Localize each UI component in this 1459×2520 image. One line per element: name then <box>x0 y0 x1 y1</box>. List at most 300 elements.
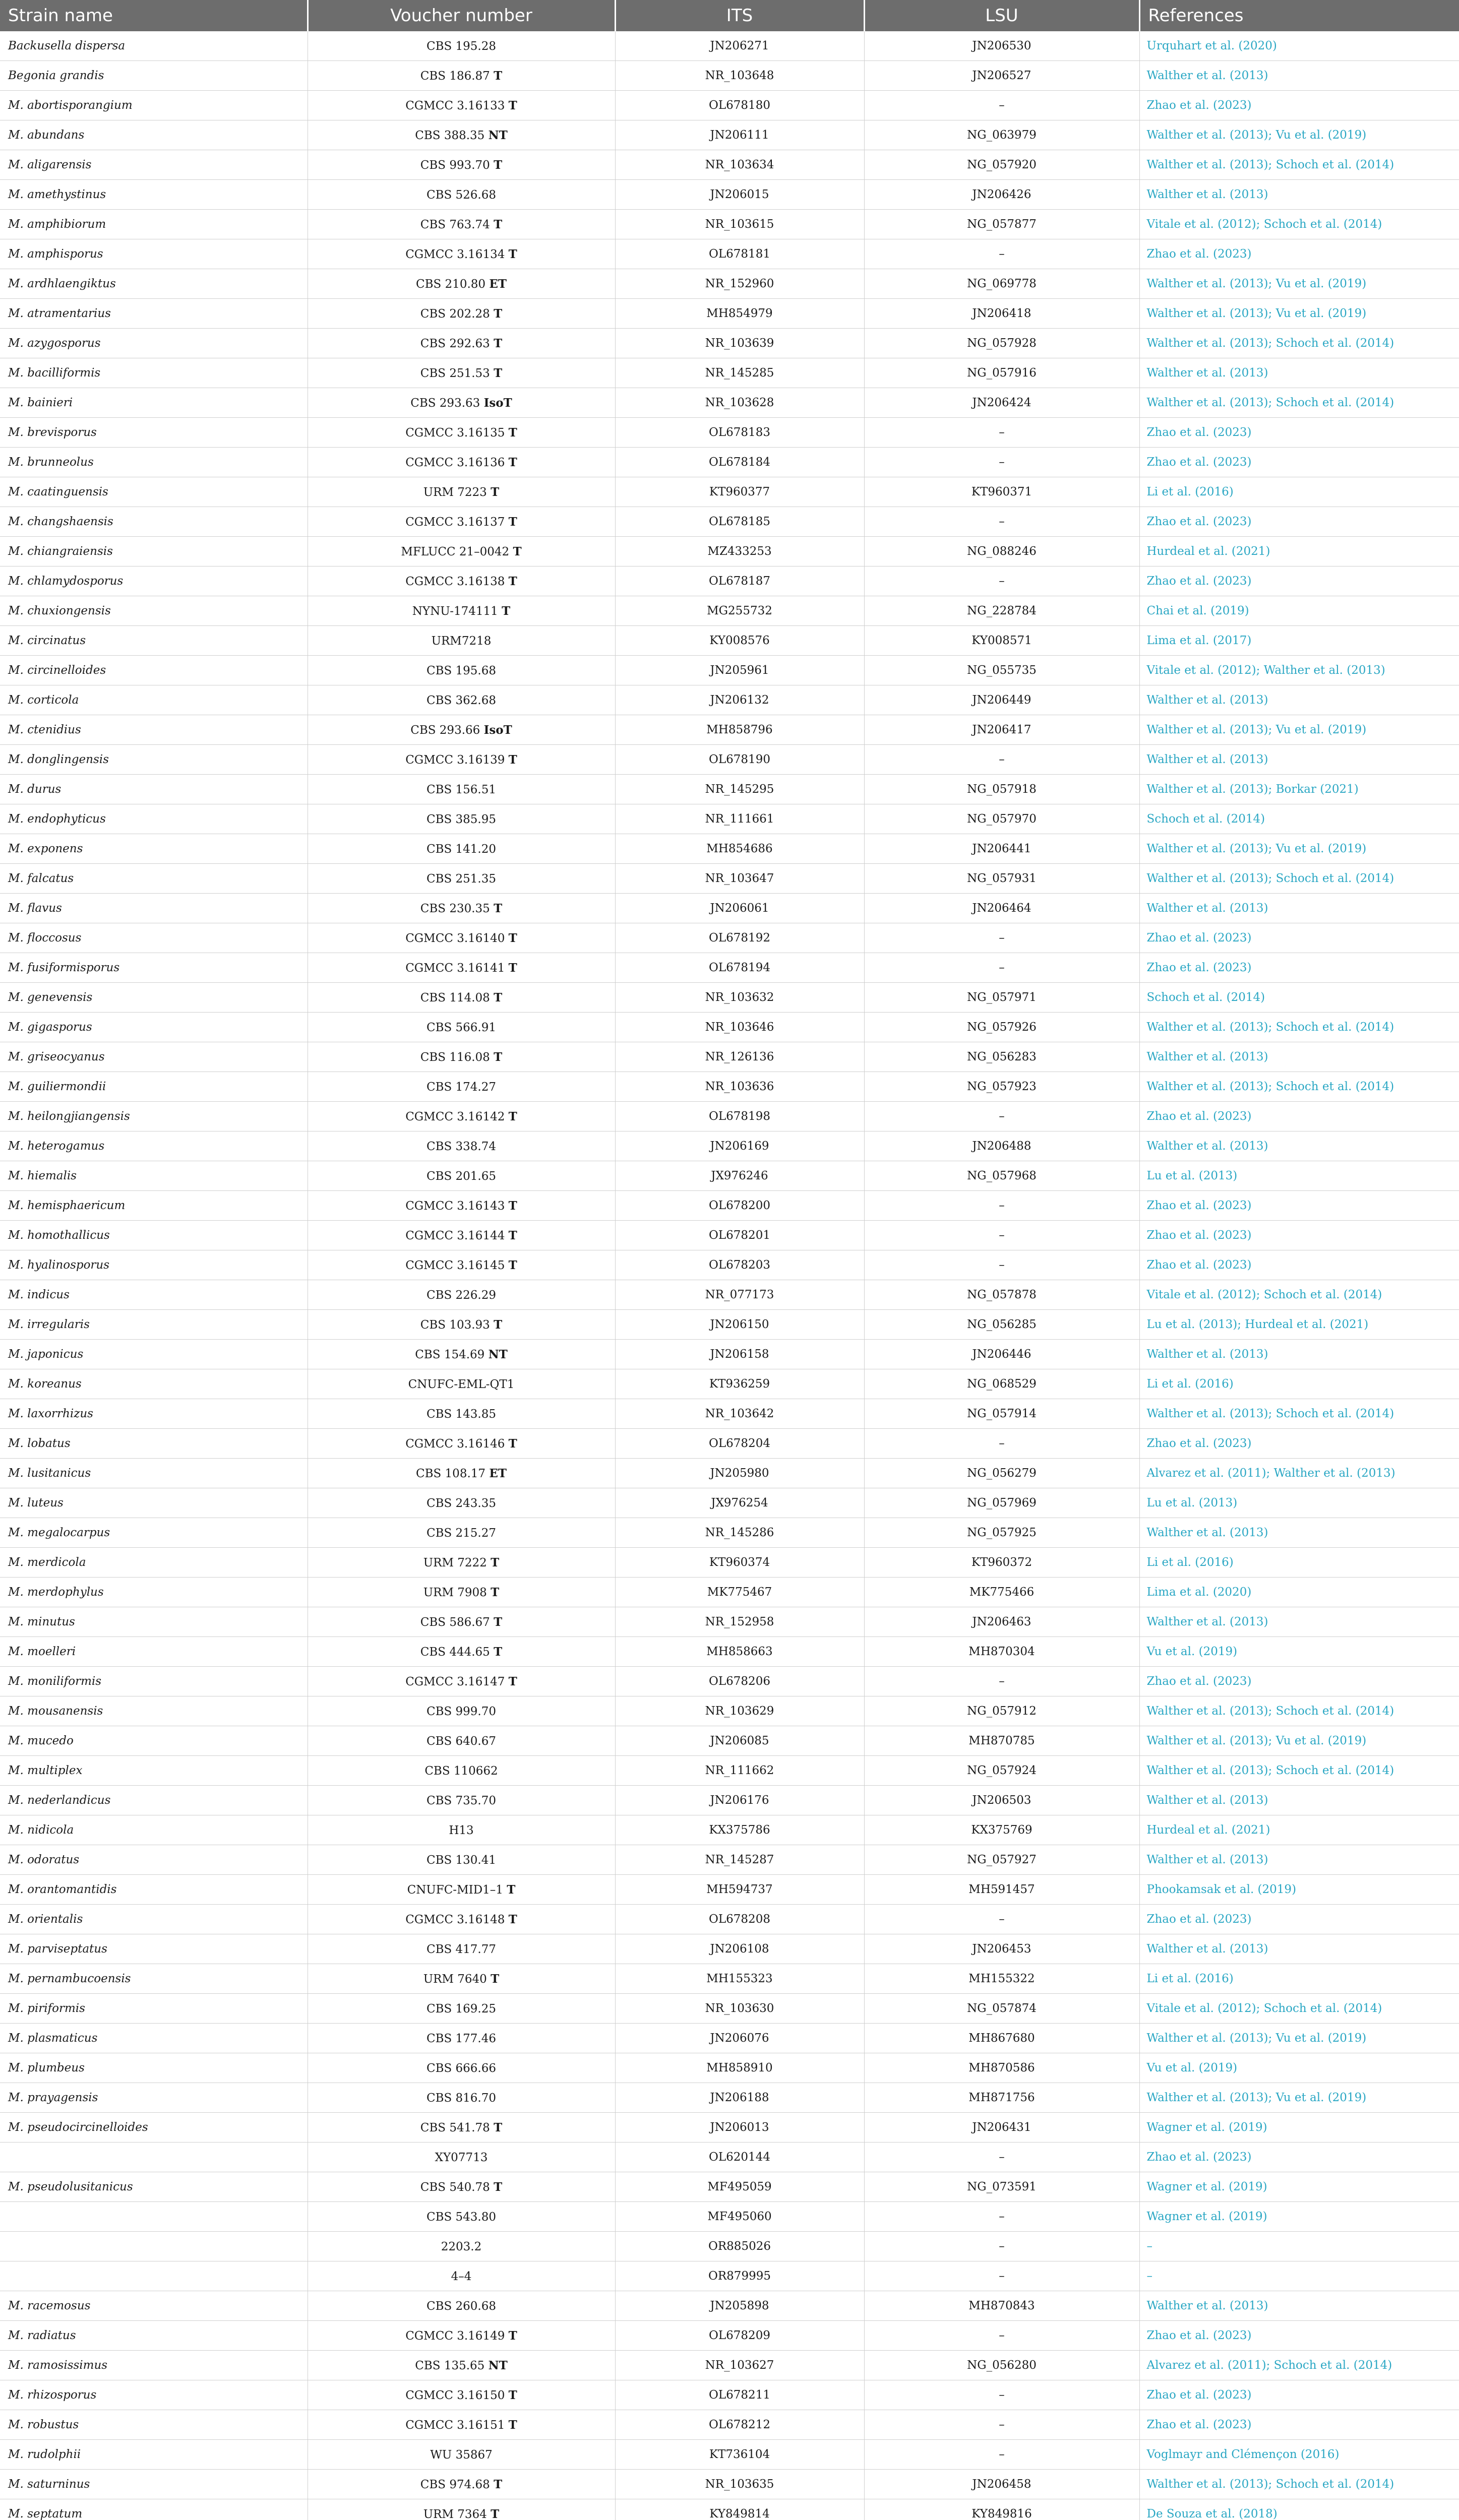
strain-name-cell: M. hemisphaericum <box>0 1191 308 1221</box>
voucher-text: CBS 195.68 <box>426 664 497 677</box>
table-row <box>0 1875 1459 1905</box>
table-row <box>0 1429 1459 1459</box>
header-voucher-number: Voucher number <box>308 0 615 31</box>
voucher-number-cell <box>308 1875 615 1905</box>
lsu-accession-cell: – <box>864 1667 1139 1696</box>
voucher-number-cell <box>308 1815 615 1845</box>
its-accession-cell: OL678200 <box>615 1191 864 1221</box>
voucher-number-cell <box>308 2024 615 2053</box>
header-its: ITS <box>615 0 864 31</box>
reference-cell: Walther et al. (2013); Vu et al. (2019) <box>1139 299 1459 329</box>
lsu-accession-cell: KY008571 <box>864 626 1139 656</box>
reference-cell: Li et al. (2016) <box>1139 1548 1459 1578</box>
table-row <box>0 2172 1459 2202</box>
its-accession-cell: NR_103636 <box>615 1072 864 1102</box>
strain-name-cell: M. floccosus <box>0 923 308 953</box>
reference-cell: Wagner et al. (2019) <box>1139 2113 1459 2143</box>
reference-cell: Alvarez et al. (2011); Walther et al. (2013) <box>1139 1459 1459 1488</box>
voucher-text: CBS 974.68 <box>420 2478 490 2491</box>
reference-cell: Walther et al. (2013); Schoch et al. (2014) <box>1139 388 1459 418</box>
lsu-accession-cell: NG_056279 <box>864 1459 1139 1488</box>
its-accession-cell: MH594737 <box>615 1875 864 1905</box>
lsu-accession-cell: NG_057914 <box>864 1399 1139 1429</box>
type-designation: T <box>491 2507 500 2520</box>
voucher-number-cell <box>308 1340 615 1369</box>
voucher-text: CBS 541.78 <box>420 2121 490 2134</box>
voucher-number-cell <box>308 1667 615 1696</box>
voucher-text: CGMCC 3.16140 <box>405 931 505 945</box>
reference-cell: – <box>1139 2261 1459 2291</box>
voucher-number-cell <box>308 1964 615 1994</box>
strain-name-cell: M. orantomantidis <box>0 1875 308 1905</box>
type-designation: ET <box>489 277 507 291</box>
lsu-accession-cell: KT960371 <box>864 477 1139 507</box>
reference-cell: Walther et al. (2013); Schoch et al. (2014) <box>1139 864 1459 894</box>
voucher-text: 2203.2 <box>441 2240 482 2253</box>
its-accession-cell: OL678198 <box>615 1102 864 1131</box>
lsu-accession-cell: MK775466 <box>864 1578 1139 1607</box>
voucher-number-cell <box>308 180 615 210</box>
voucher-number-cell <box>308 1013 615 1042</box>
voucher-number-cell <box>308 31 615 61</box>
reference-cell: Li et al. (2016) <box>1139 1964 1459 1994</box>
strain-name-cell: M. radiatus <box>0 2321 308 2351</box>
table-row <box>0 2440 1459 2470</box>
table-header-row <box>0 0 1459 31</box>
voucher-number-cell <box>308 329 615 358</box>
reference-cell: Li et al. (2016) <box>1139 1369 1459 1399</box>
strain-name-cell: M. odoratus <box>0 1845 308 1875</box>
voucher-number-cell <box>308 2172 615 2202</box>
strain-name-cell: M. moniliformis <box>0 1667 308 1696</box>
table-row <box>0 1340 1459 1369</box>
type-designation: NT <box>488 2358 508 2372</box>
its-accession-cell: NR_145295 <box>615 775 864 804</box>
voucher-number-cell <box>308 239 615 269</box>
voucher-text: WU 35867 <box>430 2448 493 2462</box>
voucher-text: CNUFC-MID1–1 <box>407 1883 503 1897</box>
voucher-text: CBS 130.41 <box>426 1853 497 1867</box>
table-row <box>0 1488 1459 1518</box>
voucher-text: CBS 202.28 <box>420 307 490 321</box>
voucher-number-cell <box>308 2440 615 2470</box>
strain-name-cell: M. guiliermondii <box>0 1072 308 1102</box>
voucher-number-cell <box>308 1696 615 1726</box>
strain-name-cell: M. japonicus <box>0 1340 308 1369</box>
table-row <box>0 1726 1459 1756</box>
voucher-text: CGMCC 3.16139 <box>405 753 505 767</box>
table-row <box>0 656 1459 685</box>
strain-name-cell: M. minutus <box>0 1607 308 1637</box>
reference-cell: Walther et al. (2013); Borkar (2021) <box>1139 775 1459 804</box>
voucher-text: XY07713 <box>435 2151 488 2164</box>
table-row <box>0 507 1459 537</box>
type-designation: T <box>494 306 503 321</box>
voucher-text: CBS 141.20 <box>426 842 497 856</box>
voucher-number-cell <box>308 1161 615 1191</box>
type-designation: T <box>494 366 503 380</box>
reference-cell: Alvarez et al. (2011); Schoch et al. (2014) <box>1139 2351 1459 2380</box>
table-row <box>0 1221 1459 1250</box>
strain-name-cell: M. septatum <box>0 2499 308 2520</box>
its-accession-cell: MH854686 <box>615 834 864 864</box>
type-designation: T <box>494 69 503 83</box>
its-accession-cell: MH155323 <box>615 1964 864 1994</box>
reference-cell: Walther et al. (2013) <box>1139 1845 1459 1875</box>
reference-cell: Walther et al. (2013) <box>1139 685 1459 715</box>
strain-name-cell: M. fusiformisporus <box>0 953 308 983</box>
lsu-accession-cell: NG_057874 <box>864 1994 1139 2024</box>
type-designation: T <box>508 1228 517 1242</box>
reference-cell: Walther et al. (2013); Schoch et al. (2014) <box>1139 1072 1459 1102</box>
lsu-accession-cell: JN206424 <box>864 388 1139 418</box>
lsu-accession-cell: – <box>864 1905 1139 1934</box>
reference-cell: Zhao et al. (2023) <box>1139 1667 1459 1696</box>
lsu-accession-cell: JN206530 <box>864 31 1139 61</box>
its-accession-cell: JN206188 <box>615 2083 864 2113</box>
reference-cell: Walther et al. (2013) <box>1139 1786 1459 1815</box>
its-accession-cell: JN206076 <box>615 2024 864 2053</box>
voucher-number-cell <box>308 61 615 91</box>
strain-name-cell: M. endophyticus <box>0 804 308 834</box>
lsu-accession-cell: – <box>864 2321 1139 2351</box>
type-designation: T <box>494 2477 503 2491</box>
voucher-text: CBS 226.29 <box>426 1288 497 1302</box>
voucher-number-cell <box>308 626 615 656</box>
its-accession-cell: OL678181 <box>615 239 864 269</box>
reference-cell: Walther et al. (2013); Schoch et al. (2014) <box>1139 329 1459 358</box>
its-accession-cell: NR_077173 <box>615 1280 864 1310</box>
lsu-accession-cell: – <box>864 418 1139 448</box>
lsu-accession-cell: NG_057926 <box>864 1013 1139 1042</box>
voucher-number-cell <box>308 120 615 150</box>
table-row <box>0 329 1459 358</box>
table-row <box>0 1131 1459 1161</box>
table-row <box>0 953 1459 983</box>
lsu-accession-cell: MH155322 <box>864 1964 1139 1994</box>
strain-name-cell: M. changshaensis <box>0 507 308 537</box>
table-row <box>0 2232 1459 2261</box>
strain-name-cell: M. bacilliformis <box>0 358 308 388</box>
lsu-accession-cell: NG_056285 <box>864 1310 1139 1340</box>
lsu-accession-cell: NG_057877 <box>864 210 1139 239</box>
type-designation: T <box>491 1972 500 1986</box>
table-row <box>0 1845 1459 1875</box>
voucher-number-cell <box>308 2232 615 2261</box>
strain-name-cell: M. nidicola <box>0 1815 308 1845</box>
lsu-accession-cell: JN206464 <box>864 894 1139 923</box>
its-accession-cell: OL678209 <box>615 2321 864 2351</box>
reference-cell: Zhao et al. (2023) <box>1139 1250 1459 1280</box>
reference-cell: Lu et al. (2013) <box>1139 1488 1459 1518</box>
its-accession-cell: JN206150 <box>615 1310 864 1340</box>
type-designation: IsoT <box>483 396 512 410</box>
voucher-number-cell <box>308 2410 615 2440</box>
type-designation: T <box>508 1258 517 1272</box>
its-accession-cell: NR_145286 <box>615 1518 864 1548</box>
voucher-text: CBS 156.51 <box>426 783 497 796</box>
table-row <box>0 1310 1459 1340</box>
lsu-accession-cell: NG_057923 <box>864 1072 1139 1102</box>
reference-cell: Vitale et al. (2012); Schoch et al. (2014) <box>1139 210 1459 239</box>
voucher-text: URM 7222 <box>423 1556 487 1569</box>
table-row <box>0 1013 1459 1042</box>
voucher-text: CBS 338.74 <box>426 1140 497 1153</box>
lsu-accession-cell: MH867680 <box>864 2024 1139 2053</box>
strain-name-cell: M. saturninus <box>0 2470 308 2499</box>
voucher-text: CBS 215.27 <box>426 1526 497 1540</box>
reference-cell: Zhao et al. (2023) <box>1139 1102 1459 1131</box>
table-row <box>0 1102 1459 1131</box>
lsu-accession-cell: NG_057969 <box>864 1488 1139 1518</box>
reference-cell: Walther et al. (2013); Vu et al. (2019) <box>1139 269 1459 299</box>
its-accession-cell: KY849814 <box>615 2499 864 2520</box>
table-row <box>0 2410 1459 2440</box>
its-accession-cell: JN206158 <box>615 1340 864 1369</box>
lsu-accession-cell: NG_057912 <box>864 1696 1139 1726</box>
voucher-text: CBS 993.70 <box>420 158 490 172</box>
voucher-number-cell <box>308 2499 615 2520</box>
its-accession-cell: OL678180 <box>615 91 864 120</box>
table-row <box>0 2083 1459 2113</box>
table-row <box>0 626 1459 656</box>
table-row <box>0 1815 1459 1845</box>
strain-name-cell: M. abundans <box>0 120 308 150</box>
lsu-accession-cell: – <box>864 507 1139 537</box>
strain-name-cell: M. donglingensis <box>0 745 308 775</box>
voucher-number-cell <box>308 1369 615 1399</box>
voucher-number-cell <box>308 685 615 715</box>
strain-name-cell: M. robustus <box>0 2410 308 2440</box>
table-row <box>0 2470 1459 2499</box>
voucher-number-cell <box>308 1310 615 1340</box>
reference-cell: Zhao et al. (2023) <box>1139 418 1459 448</box>
voucher-text: CGMCC 3.16137 <box>405 515 505 529</box>
strain-name-cell <box>0 2143 308 2172</box>
voucher-text: CBS 586.67 <box>420 1615 490 1629</box>
table-row <box>0 745 1459 775</box>
table-row <box>0 61 1459 91</box>
voucher-number-cell <box>308 1905 615 1934</box>
strain-name-cell: M. brevisporus <box>0 418 308 448</box>
reference-cell: Walther et al. (2013) <box>1139 1518 1459 1548</box>
voucher-text: CBS 566.91 <box>426 1021 497 1034</box>
reference-cell: Chai et al. (2019) <box>1139 596 1459 626</box>
its-accession-cell: NR_111662 <box>615 1756 864 1786</box>
table-row <box>0 150 1459 180</box>
its-accession-cell: MZ433253 <box>615 537 864 566</box>
voucher-text: CBS 293.63 <box>410 396 480 410</box>
table-row <box>0 685 1459 715</box>
strain-name-cell: M. griseocyanus <box>0 1042 308 1072</box>
table-row <box>0 31 1459 61</box>
type-designation: T <box>508 1199 517 1213</box>
table-row <box>0 1161 1459 1191</box>
lsu-accession-cell: NG_057927 <box>864 1845 1139 1875</box>
reference-cell: Vitale et al. (2012); Schoch et al. (2014) <box>1139 1280 1459 1310</box>
voucher-number-cell <box>308 1637 615 1667</box>
table-row <box>0 2053 1459 2083</box>
lsu-accession-cell: – <box>864 1221 1139 1250</box>
lsu-accession-cell: NG_057918 <box>864 775 1139 804</box>
lsu-accession-cell: JN206458 <box>864 2470 1139 2499</box>
its-accession-cell: JN206271 <box>615 31 864 61</box>
voucher-number-cell <box>308 596 615 626</box>
its-accession-cell: OL678192 <box>615 923 864 953</box>
reference-cell: Vitale et al. (2012); Walther et al. (2013) <box>1139 656 1459 685</box>
its-accession-cell: NR_126136 <box>615 1042 864 1072</box>
its-accession-cell: OL678208 <box>615 1905 864 1934</box>
type-designation: T <box>494 1645 503 1659</box>
table-row <box>0 983 1459 1013</box>
strain-name-cell: M. aligarensis <box>0 150 308 180</box>
its-accession-cell: OL678185 <box>615 507 864 537</box>
reference-cell: Walther et al. (2013); Schoch et al. (2014) <box>1139 1696 1459 1726</box>
type-designation: T <box>507 1882 516 1897</box>
voucher-text: CBS 540.78 <box>420 2180 490 2194</box>
strain-name-cell: M. lusitanicus <box>0 1459 308 1488</box>
reference-cell: Phookamsak et al. (2019) <box>1139 1875 1459 1905</box>
its-accession-cell: NR_103648 <box>615 61 864 91</box>
table-row <box>0 715 1459 745</box>
reference-cell: Walther et al. (2013) <box>1139 2291 1459 2321</box>
type-designation: T <box>494 901 503 915</box>
reference-cell: Vu et al. (2019) <box>1139 2053 1459 2083</box>
its-accession-cell: KT936259 <box>615 1369 864 1399</box>
voucher-text: URM7218 <box>431 634 492 648</box>
table-row <box>0 1518 1459 1548</box>
reference-cell: Walther et al. (2013) <box>1139 1042 1459 1072</box>
its-accession-cell: MH858663 <box>615 1637 864 1667</box>
table-row <box>0 2113 1459 2143</box>
reference-cell: Schoch et al. (2014) <box>1139 804 1459 834</box>
voucher-text: CBS 999.70 <box>426 1705 497 1718</box>
strain-name-cell: M. piriformis <box>0 1994 308 2024</box>
strain-name-cell: M. genevensis <box>0 983 308 1013</box>
its-accession-cell: NR_103639 <box>615 329 864 358</box>
lsu-accession-cell: NG_068529 <box>864 1369 1139 1399</box>
reference-cell: Zhao et al. (2023) <box>1139 91 1459 120</box>
voucher-text: MFLUCC 21–0042 <box>401 545 510 558</box>
lsu-accession-cell: – <box>864 923 1139 953</box>
strain-name-cell: M. mucedo <box>0 1726 308 1756</box>
lsu-accession-cell: NG_069778 <box>864 269 1139 299</box>
its-accession-cell: OL678206 <box>615 1667 864 1696</box>
table-row <box>0 210 1459 239</box>
lsu-accession-cell: JN206426 <box>864 180 1139 210</box>
voucher-number-cell <box>308 953 615 983</box>
reference-cell: Walther et al. (2013); Schoch et al. (2014) <box>1139 1013 1459 1042</box>
voucher-text: CBS 143.85 <box>426 1407 497 1421</box>
its-accession-cell: KY008576 <box>615 626 864 656</box>
reference-cell: Zhao et al. (2023) <box>1139 1221 1459 1250</box>
lsu-accession-cell: MH870843 <box>864 2291 1139 2321</box>
strain-name-cell <box>0 2232 308 2261</box>
voucher-text: H13 <box>449 1823 474 1837</box>
lsu-accession-cell: NG_057968 <box>864 1161 1139 1191</box>
strain-name-cell: M. chlamydosporus <box>0 566 308 596</box>
table-row <box>0 1578 1459 1607</box>
type-designation: T <box>508 752 517 767</box>
its-accession-cell: NR_103635 <box>615 2470 864 2499</box>
reference-cell: Walther et al. (2013); Schoch et al. (2014) <box>1139 2470 1459 2499</box>
voucher-text: CBS 135.65 <box>415 2359 485 2372</box>
table-row <box>0 239 1459 269</box>
reference-cell: Zhao et al. (2023) <box>1139 1905 1459 1934</box>
voucher-text: CBS 243.35 <box>426 1496 497 1510</box>
table-row <box>0 566 1459 596</box>
its-accession-cell: MF495060 <box>615 2202 864 2232</box>
lsu-accession-cell: NG_057931 <box>864 864 1139 894</box>
type-designation: T <box>494 1050 503 1064</box>
its-accession-cell: NR_145287 <box>615 1845 864 1875</box>
lsu-accession-cell: NG_063979 <box>864 120 1139 150</box>
strain-name-cell: M. brunneolus <box>0 448 308 477</box>
strain-name-cell: M. exponens <box>0 834 308 864</box>
type-designation: IsoT <box>483 723 512 737</box>
table-row <box>0 388 1459 418</box>
its-accession-cell: OL678194 <box>615 953 864 983</box>
table-row <box>0 596 1459 626</box>
lsu-accession-cell: – <box>864 1102 1139 1131</box>
lsu-accession-cell: – <box>864 2202 1139 2232</box>
type-designation: T <box>508 2388 517 2402</box>
its-accession-cell: JX976246 <box>615 1161 864 1191</box>
lsu-accession-cell: NG_057925 <box>864 1518 1139 1548</box>
voucher-text: CGMCC 3.16138 <box>405 575 505 588</box>
lsu-accession-cell: – <box>864 2261 1139 2291</box>
voucher-number-cell <box>308 418 615 448</box>
voucher-number-cell <box>308 1488 615 1518</box>
strain-name-cell: M. racemosus <box>0 2291 308 2321</box>
table-row <box>0 2143 1459 2172</box>
type-designation: T <box>494 336 503 350</box>
voucher-text: CBS 444.65 <box>420 1645 490 1659</box>
reference-cell: Walther et al. (2013); Vu et al. (2019) <box>1139 2024 1459 2053</box>
voucher-number-cell <box>308 1786 615 1815</box>
reference-cell: Li et al. (2016) <box>1139 477 1459 507</box>
voucher-text: URM 7640 <box>423 1972 487 1986</box>
table-row <box>0 1280 1459 1310</box>
voucher-number-cell <box>308 2351 615 2380</box>
its-accession-cell: MF495059 <box>615 2172 864 2202</box>
voucher-text: CNUFC-EML-QT1 <box>408 1377 515 1391</box>
reference-cell: Walther et al. (2013) <box>1139 358 1459 388</box>
type-designation: T <box>494 2120 503 2134</box>
reference-cell: Zhao et al. (2023) <box>1139 1429 1459 1459</box>
type-designation: T <box>491 1555 500 1569</box>
strain-name-cell: M. amphisporus <box>0 239 308 269</box>
lsu-accession-cell: NG_057971 <box>864 983 1139 1013</box>
voucher-number-cell <box>308 91 615 120</box>
voucher-number-cell <box>308 150 615 180</box>
voucher-text: CBS 169.25 <box>426 2002 497 2015</box>
reference-cell: Wagner et al. (2019) <box>1139 2202 1459 2232</box>
lsu-accession-cell: – <box>864 566 1139 596</box>
voucher-text: CBS 735.70 <box>426 1794 497 1807</box>
strain-name-cell: Backusella dispersa <box>0 31 308 61</box>
its-accession-cell: KT960377 <box>615 477 864 507</box>
table-row <box>0 1696 1459 1726</box>
strain-name-cell: M. chiangraiensis <box>0 537 308 566</box>
table-row <box>0 120 1459 150</box>
voucher-text: NYNU-174111 <box>412 604 498 618</box>
its-accession-cell: NR_103627 <box>615 2351 864 2380</box>
table-row <box>0 864 1459 894</box>
strain-name-cell: M. irregularis <box>0 1310 308 1340</box>
voucher-number-cell <box>308 1994 615 2024</box>
voucher-number-cell <box>308 1399 615 1429</box>
